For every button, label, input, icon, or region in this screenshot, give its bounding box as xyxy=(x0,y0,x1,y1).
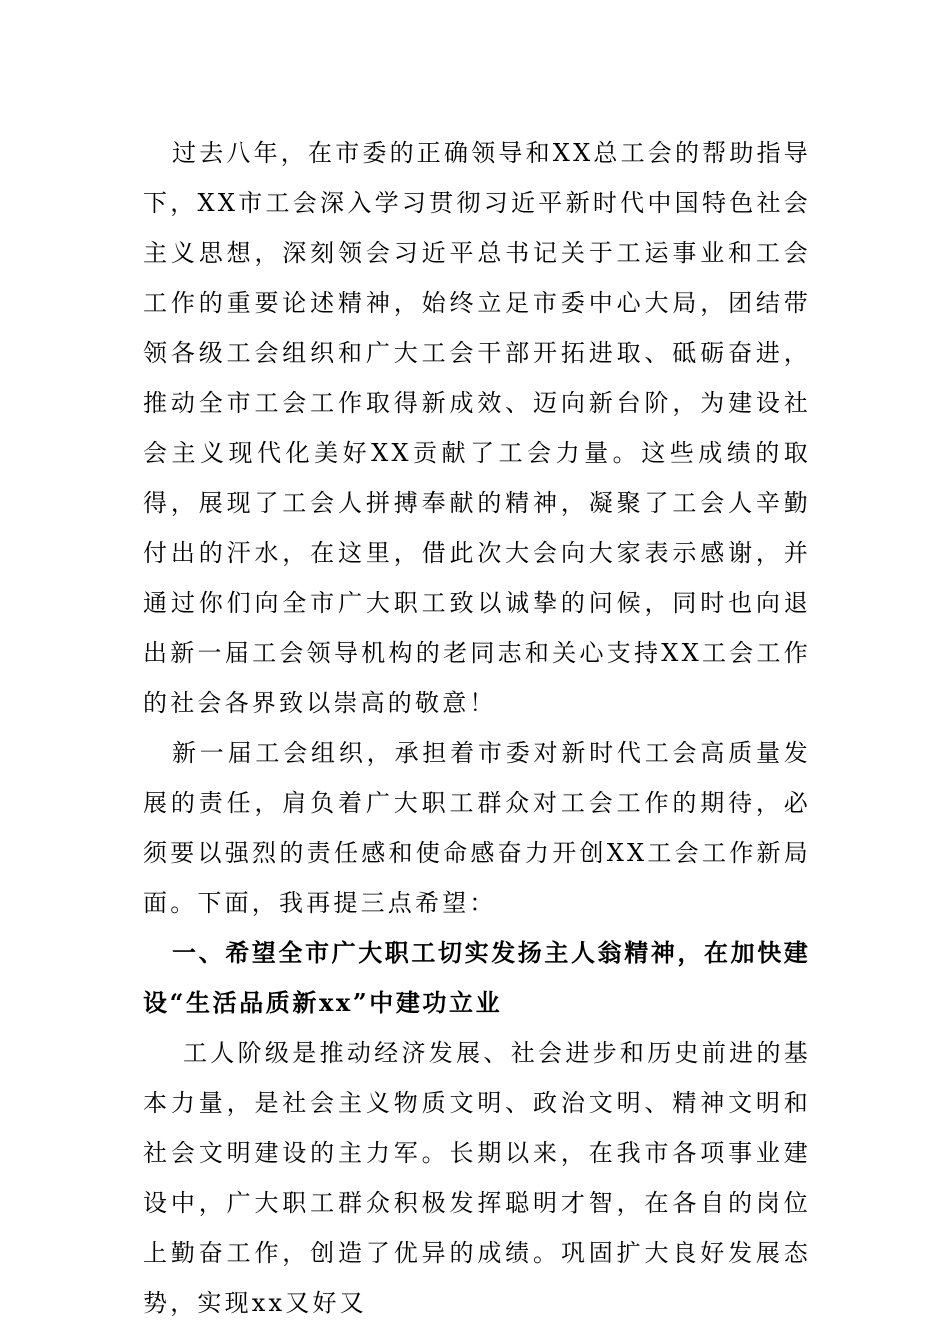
paragraph-expectations: 新一届工会组织，承担着市委对新时代工会高质量发展的责任，肩负着广大职工群众对工会工作的期待，必须要以强烈的责任感和使命感奋力开创XX工会工作新局面。下面，我再提三点希望： xyxy=(143,739,811,917)
paragraph-achievements: 过去八年，在市委的正确领导和XX总工会的帮助指导下，XX市工会深入学习贯彻习近平新时代中国特色社会主义思想，深刻领会习近平总书记关于工运事业和工会工作的重要论述精神，始终立足市委中心大局，团结带领各级工会组织和广大工会干部开拓进取、砥砺奋进，推动全市工会工作取得新成效、迈向新台阶，为建设社会主义现代化美好XX贡献了工会力量。这些成绩的取得，展现了工会人拼搏奉献的精神，凝聚了工会人辛勤付出的汗水，在这里，借此次大会向大家表示感谢，并通过你们向全市广大职工致以诚挚的问候，同时也向退出新一届工会领导机构的老同志和关心支持XX工会工作的社会各界致以崇高的敬意！ xyxy=(143,139,811,717)
section-heading-1: 一、希望全市广大职工切实发扬主人翁精神，在加快建设“生活品质新xx”中建功立业 xyxy=(143,938,811,1017)
document-body xyxy=(143,128,811,1328)
paragraph-working-class: 工人阶级是推动经济发展、社会进步和历史前进的基本力量，是社会主义物质文明、政治文明、精神文明和社会文明建设的主力军。长期以来，在我市各项事业建设中，广大职工群众积极发挥聪明才智，在各自的岗位上勤奋工作，创造了优异的成绩。巩固扩大良好发展态势，实现xx又好又 xyxy=(143,1039,811,1317)
